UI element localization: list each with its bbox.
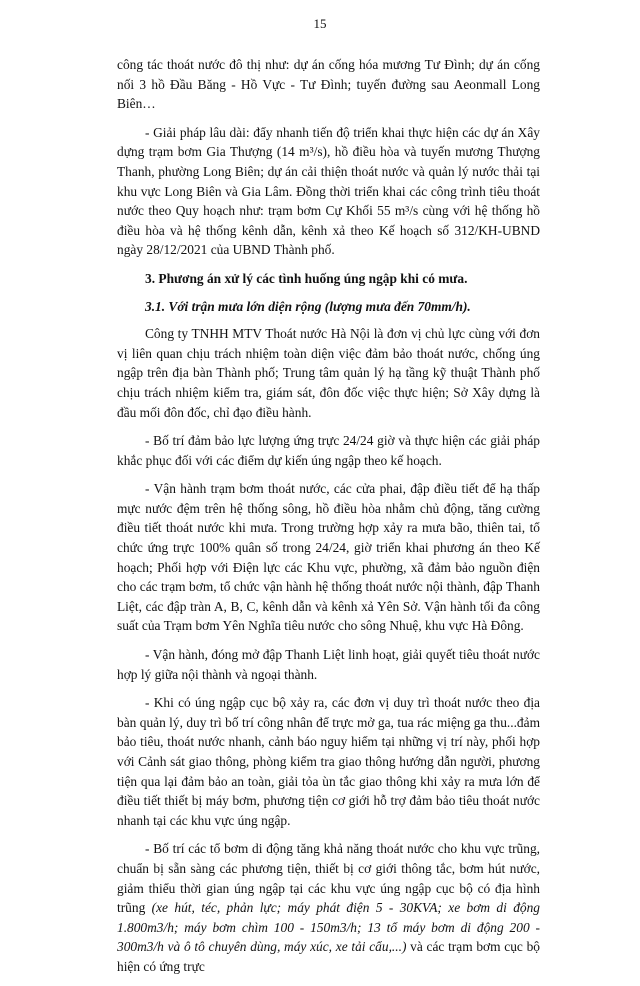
subsection-heading: 3.1. Với trận mưa lớn diện rộng (lượng mưa đến 70mm/h). <box>145 298 471 314</box>
body-paragraph: - Giải pháp lâu dài: đẩy nhanh tiến độ triển khai thực hiện các dự án Xây dựng trạm bơm Gia Thượng (14 m³/s), hồ điều hòa và tuyến mương Thượng Thanh, phường Long Biên; dự án cải thiện thoát nước và quản lý nước thải tại khu vực Long Biên và Gia Lâm. Đồng thời triển khai các công trình tiêu thoát nước theo Quy hoạch như: trạm bơm Cự Khối 55 m³/s cùng với hệ thống hồ điều hòa và hệ thống kênh dẫn, kênh xả theo Kế hoạch số 312/KH-UBND ngày 28/12/2021 của UBND Thành phố. <box>117 124 540 258</box>
body-paragraph: - Bố trí đảm bảo lực lượng ứng trực 24/24 giờ và thực hiện các giải pháp khắc phục đối với các điểm dự kiến úng ngập theo kế hoạch. <box>117 433 540 468</box>
paragraph-text: - Bố trí các tổ bơm di động tăng khả năng thoát nước cho khu vực trũng, chuẩn bị sẵn sàng các phương tiện, thiết bị cơ giới thông tắc, bơm hút nước, giảm thiểu thời gian úng ngập tại các khu vực úng ngập cục bộ có địa hình trũng <box>117 841 540 916</box>
equipment-list-italic: (xe hút, téc, phản lực; máy phát điện 5 - 30KVA; xe bơm di động 1.800m3/h; máy bơm chìm 100 - 150m3/h; 13 tổ máy bơm di động 200 - 300m3/h và ô tô chuyên dùng, máy xúc, xe tải cẩu,...) <box>117 900 540 955</box>
body-paragraph: công tác thoát nước đô thị như: dự án cống hóa mương Tư Đình; dự án cống nối 3 hồ Đầu Băng - Hồ Vực - Tư Đình; tuyến đường sau Aeonmall Long Biên… <box>117 57 540 112</box>
body-paragraph: - Khi có úng ngập cục bộ xảy ra, các đơn vị duy trì thoát nước theo địa bàn quản lý, duy trì bố trí công nhân để trực mở ga, tua rác miệng ga thu...đảm bảo tiêu, thoát nước nhanh, cảnh báo nguy hiểm tại những vị trí này, phối hợp với Cảnh sát giao thông, phòng kiểm tra giao thông hướng dẫn người, phương tiện qua lại đảm bảo an toàn, giải tỏa ùn tắc giao thông khi xảy ra mưa lớn để điều tiết thiết bị máy bơm, phương tiện cơ giới hỗ trợ đảm bảo tiêu thoát nước nhanh tại các khu vực úng ngập. <box>117 695 540 828</box>
body-paragraph: - Vận hành trạm bơm thoát nước, các cửa phai, đập điều tiết để hạ thấp mực nước đệm trên hệ thống sông, hồ điều hòa nhằm chủ động, tăng cường điều tiết thoát nước khi mưa. Trong trường hợp xảy ra mưa bão, thiên tai, tổ chức ứng trực 100% quân số trong 24/24, giờ triển khai phương án theo Kế hoạch; Phối hợp với Điện lực các Khu vực, phường, xã đảm bảo nguồn điện cho các trạm bơm, tổ chức vận hành hệ thống thoát nước nội thành, đập Thanh Liệt, các đập tràn A, B, C, kênh dẫn và kênh xả Yên Sở. Vận hành tối đa công suất của Trạm bơm Yên Nghĩa tiêu nước cho sông Nhuệ, khu vực Hà Đông. <box>117 481 540 634</box>
page-body <box>117 55 540 986</box>
section-heading: 3. Phương án xử lý các tình huống úng ngập khi có mưa. <box>145 270 468 286</box>
paragraph-text: và các trạm bơm cục bộ hiện có ứng trực <box>117 939 540 974</box>
body-paragraph-last <box>117 839 540 976</box>
body-paragraph: Công ty TNHH MTV Thoát nước Hà Nội là đơn vị chủ lực cùng với đơn vị liên quan chịu trách nhiệm toàn diện việc đảm bảo thoát nước, chống úng ngập trên địa bàn Thành phố; Trung tâm quản lý hạ tầng kỹ thuật Thành phố chịu trách nhiệm kiểm tra, giám sát, đôn đốc việc thực hiện; Sở Xây dựng là đầu mối đôn đốc, chỉ đạo điều hành. <box>117 326 540 420</box>
body-paragraph: - Vận hành, đóng mở đập Thanh Liệt linh hoạt, giải quyết tiêu thoát nước hợp lý giữa nội thành và ngoại thành. <box>117 647 540 682</box>
page-number: 15 <box>313 16 327 31</box>
